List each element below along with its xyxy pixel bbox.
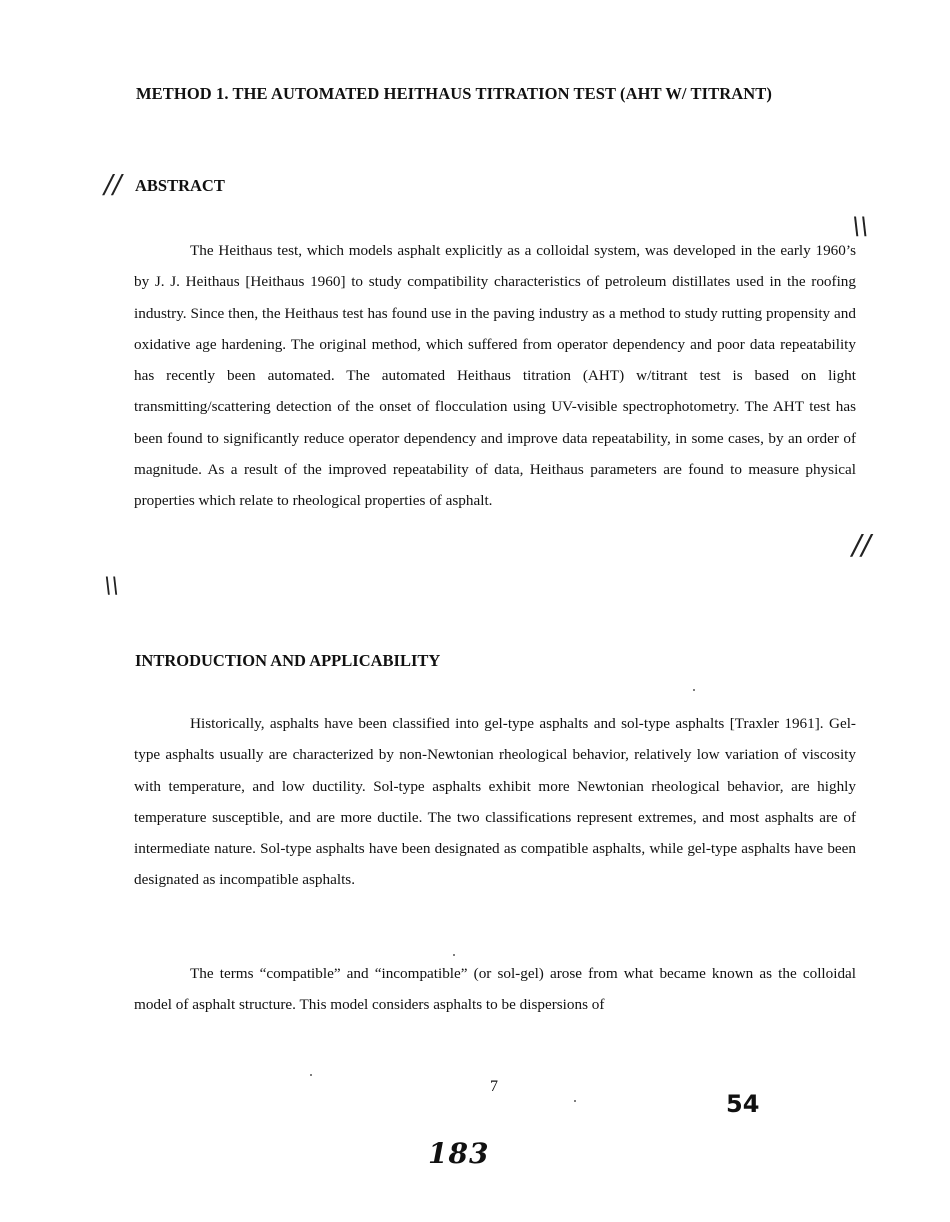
handwritten-mark: \\ — [852, 212, 869, 240]
stamp-number: 54 — [726, 1090, 760, 1118]
scan-speck — [310, 1074, 312, 1076]
scan-speck — [693, 689, 695, 691]
introduction-paragraph-2: The terms “compatible” and “incompatible” (or sol-gel) arose from what became known as the colloidal model of asphalt structure. This model considers asphalts to be dispersions of — [134, 965, 856, 1014]
handwritten-mark: // — [852, 528, 871, 561]
page-number: 7 — [490, 1078, 498, 1095]
method-title: METHOD 1. THE AUTOMATED HEITHAUS TITRATION TEST (AHT W/ TITRANT) — [136, 84, 773, 103]
abstract-paragraph: The Heithaus test, which models asphalt explicitly as a colloidal system, was developed in the early 1960’s by J. J. Heithaus [Heithaus 1960] to study compatibility characteristics of petroleum distillates used in the roofing industry. Since then, the Heithaus test has found use in the paving industry as a method to study rutting propensity and oxidative age hardening. The original method, which suffered from operator dependency and poor data repeatability has recently been automated. The automated Heithaus titration (AHT) w/titrant test is based on light transmitting/scattering detection of the onset of flocculation using UV-visible spectrophotometry. The AHT test has been found to significantly reduce operator dependency and improve data repeatability, in some cases, by an order of magnitude. As a result of the improved repeatability of data, Heithaus parameters are found to measure physical properties which relate to rheological properties of asphalt. — [134, 242, 856, 510]
stamp-number: 183 — [428, 1137, 490, 1170]
handwritten-mark: \\ — [104, 574, 119, 599]
scan-speck — [574, 1100, 576, 1102]
introduction-heading: INTRODUCTION AND APPLICABILITY — [135, 651, 441, 670]
scan-speck — [453, 954, 455, 956]
abstract-heading: ABSTRACT — [135, 176, 225, 195]
handwritten-mark: // — [104, 170, 122, 200]
introduction-paragraph-1: Historically, asphalts have been classified into gel-type asphalts and sol-type asphalts [Traxler 1961]. Gel-type asphalts usually are characterized by non-Newtonian rheological behavior, relatively low variation of viscosity with temperature, and low ductility. Sol-type asphalts exhibit more Newtonian rheological behavior, are highly temperature susceptible, and are more ductile. The two classifications represent extremes, and most asphalts are of intermediate nature. Sol-type asphalts have been designated as compatible asphalts, while gel-type asphalts have been designated as incompatible asphalts. — [134, 715, 856, 889]
